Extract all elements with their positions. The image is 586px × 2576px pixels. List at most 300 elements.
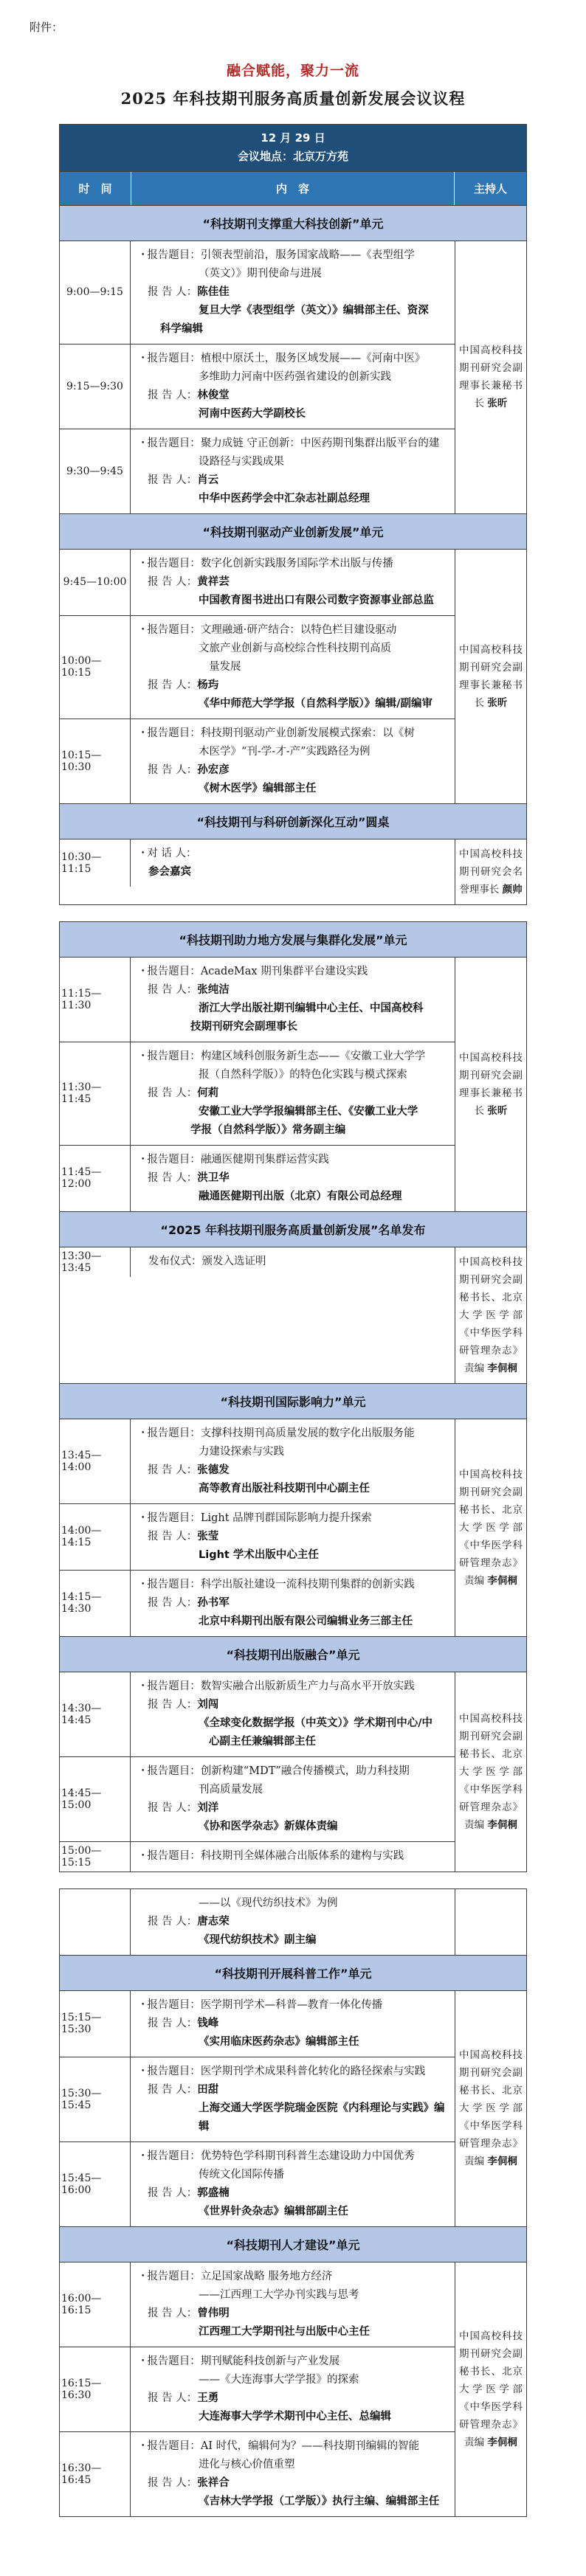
- agenda-row: [60, 241, 455, 344]
- line-label: 报告题目：: [147, 2355, 201, 2367]
- bullet-icon: •: [141, 2067, 145, 2075]
- agenda-row-group: [60, 1672, 526, 1872]
- content-cell: [131, 2347, 455, 2431]
- time-cell: 16:30—16:45: [60, 2432, 131, 2516]
- row-list: [60, 2262, 455, 2516]
- content-cell: [131, 1672, 455, 1756]
- report-line: [137, 2352, 450, 2371]
- line-label: 报 告 人：: [148, 1530, 198, 1543]
- section-banner: “科技期刊国际影响力”单元: [60, 1383, 526, 1419]
- moderator-text: [459, 845, 523, 899]
- bullet-icon: •: [141, 2357, 145, 2365]
- moderator-title: 中国高校科技期刊研究会副理事长兼秘书长: [459, 1051, 523, 1117]
- moderator-text: [459, 342, 523, 412]
- moderator-name: 李侗桐: [487, 1574, 517, 1587]
- moderator-title: 中国高校科技期刊研究会副理事长兼秘书长: [459, 344, 523, 409]
- content-cell: [131, 1504, 455, 1570]
- content-cell: [131, 241, 455, 344]
- line-text: 科技期刊全媒体融合出版体系的建构与实践: [200, 1849, 404, 1862]
- report-line: [137, 2493, 450, 2511]
- agenda-row: [60, 1991, 455, 2057]
- line-label: 报 告 人：: [148, 983, 198, 996]
- moderator-name: 颜帅: [502, 883, 523, 896]
- date-header: [60, 125, 526, 171]
- line-label: 报告题目：: [147, 352, 201, 364]
- line-text: 复旦大学《表型组学（英文）》编辑部主任、资深: [199, 304, 429, 316]
- time-cell: 11:15—11:30: [60, 958, 131, 1042]
- report-line: [137, 1103, 450, 1121]
- section-banner: “科技期刊出版融合”单元: [60, 1636, 526, 1672]
- moderator-name: 李侗桐: [487, 1818, 517, 1831]
- line-text: 安徽工业大学学报编辑部主任、《安徽工业大学: [199, 1105, 418, 1118]
- attachment-label: 附件：: [30, 21, 63, 34]
- bullet-icon: •: [141, 1514, 145, 1522]
- line-text: 引领表型前沿，服务国家战略——《表型组学: [200, 249, 415, 261]
- section-banner: “2025 年科技期刊服务高质量创新发展”名单发布: [60, 1211, 526, 1247]
- bullet-icon: •: [141, 1052, 145, 1060]
- agenda-row: [60, 1841, 455, 1872]
- report-line: [137, 2437, 450, 2456]
- line-text: 《现代纺织技术》副主编: [199, 1933, 317, 1946]
- agenda-row-group: [60, 550, 526, 803]
- content-cell: [131, 1571, 455, 1636]
- agenda-row: [60, 2262, 455, 2347]
- line-text: 医学期刊学术—科普—教育一体化传播: [200, 1998, 383, 2011]
- time-cell: 9:45—10:00: [60, 550, 131, 615]
- moderator-title: 中国高校科技期刊研究会副秘书长、北京大学医学部《中华医学科研管理杂志》责编: [459, 1468, 523, 1587]
- time-cell: 16:00—16:15: [60, 2262, 131, 2347]
- moderator-cell: [455, 1247, 526, 1383]
- section-banner: “科技期刊助力地方发展与集群化发展”单元: [60, 922, 526, 958]
- time-cell: 15:45—16:00: [60, 2142, 131, 2226]
- content-cell: [131, 2142, 455, 2226]
- report-line: [137, 2305, 450, 2323]
- agenda-row: [60, 1570, 455, 1636]
- line-text: 心副主任兼编辑部主任: [209, 1735, 316, 1748]
- report-line: [137, 1169, 450, 1188]
- report-line: [137, 2474, 450, 2493]
- report-line: [137, 1188, 450, 1206]
- content-cell: [131, 1419, 455, 1503]
- line-label: 报告题目：: [147, 437, 201, 449]
- report-line: [137, 283, 450, 302]
- content-cell: [131, 719, 455, 803]
- line-text: Light 学术出版中心主任: [199, 1548, 319, 1561]
- line-label: 报告题目：: [147, 727, 201, 739]
- report-line: [137, 1913, 450, 1931]
- report-line: [137, 1847, 450, 1866]
- line-text: 多维助力河南中医药强省建设的创新实践: [199, 370, 391, 383]
- line-label: 报告题目：: [147, 1765, 201, 1777]
- line-label: 报 告 人：: [148, 1801, 198, 1814]
- line-label: 报告题目：: [147, 1998, 201, 2011]
- line-label: 报告题目：: [147, 557, 201, 569]
- moderator-name: 李侗桐: [487, 2436, 517, 2448]
- moderator-text: [459, 1049, 523, 1120]
- report-line: [137, 1480, 450, 1498]
- moderator-title: 中国高校科技期刊研究会名誉理事长: [459, 848, 523, 896]
- row-list: [60, 839, 455, 904]
- moderator-title: 中国高校科技期刊研究会副理事长兼秘书长: [459, 643, 523, 709]
- line-label: 报告题目：: [147, 2270, 201, 2282]
- line-text: （英文）》期刊使命与进展: [199, 267, 322, 280]
- bullet-icon: •: [141, 1682, 145, 1690]
- row-list: [60, 1889, 455, 1955]
- line-text: 《华中师范大学学报（自然科学版）》编辑/副编审: [199, 697, 433, 710]
- report-line: [137, 2033, 450, 2052]
- agenda-tables-wrap: [59, 124, 527, 2517]
- line-text: ——以《现代纺织技术》为例: [199, 1897, 338, 1909]
- report-line: [137, 1546, 450, 1565]
- report-line: [137, 640, 450, 658]
- report-line: [137, 1613, 450, 1631]
- bullet-icon: •: [141, 354, 145, 362]
- line-text: AI 时代，编辑何为？——科技期刊编辑的智能: [200, 2440, 420, 2452]
- column-header-moderator: 主持人: [473, 181, 507, 195]
- line-text: 曾伟明: [197, 2307, 230, 2319]
- agenda-row: [60, 1503, 455, 1570]
- line-text: 进化与核心价值重塑: [199, 2458, 295, 2471]
- content-cell: [131, 1247, 455, 1277]
- agenda-row: [60, 550, 455, 615]
- report-line: [137, 1894, 450, 1913]
- agenda-row: [60, 1145, 455, 1211]
- moderator-name: 李侗桐: [487, 2156, 517, 2167]
- line-label: 报 告 人：: [148, 2392, 198, 2404]
- line-text: ——江西理工大学办刊实践与思考: [199, 2288, 359, 2301]
- report-line: [137, 471, 450, 490]
- line-text: 刊高质量发展: [199, 1783, 263, 1796]
- moderator-name: 李侗桐: [487, 1362, 517, 1374]
- line-text: 报（自然科学版）》的特色化实践与模式探索: [199, 1068, 407, 1081]
- report-line: [137, 2371, 450, 2389]
- time-cell: 11:30—11:45: [60, 1042, 131, 1145]
- section-banner: “科技期刊驱动产业创新发展”单元: [60, 513, 526, 550]
- line-label: 报 告 人：: [148, 2017, 198, 2029]
- section-banner: “科技期刊人才建设”单元: [60, 2226, 526, 2262]
- agenda-row: [60, 2142, 455, 2226]
- line-text: 文旅产业创新与高校综合性科技期刊高质: [199, 642, 391, 654]
- time-cell: 10:30—11:15: [60, 839, 131, 887]
- line-text: 学报（自然科学版）》常务副主编: [190, 1123, 346, 1136]
- line-text: 立足国家战略 服务地方经济: [200, 2270, 333, 2282]
- line-text: 木医学》“刊-学-才-产”实践路径为例: [199, 745, 370, 758]
- moderator-text: [459, 2046, 523, 2170]
- line-label: 报 告 人：: [148, 679, 198, 691]
- line-text: 《树木医学》编辑部主任: [199, 782, 317, 794]
- moderator-text: [459, 2327, 523, 2451]
- line-text: 《世界针灸杂志》编辑部副主任: [199, 2205, 348, 2217]
- line-text: 何莉: [197, 1087, 219, 1099]
- line-label: 报 告 人：: [148, 575, 198, 588]
- report-line: [137, 2286, 450, 2305]
- moderator-text: [459, 1710, 523, 1834]
- column-header-time: 时 间: [60, 172, 131, 205]
- report-line: [137, 2166, 450, 2184]
- moderator-text: [459, 641, 523, 712]
- report-line: [137, 743, 450, 761]
- line-label: 报告题目：: [147, 1578, 201, 1590]
- bullet-icon: •: [141, 2001, 145, 2009]
- report-line: [137, 1000, 450, 1018]
- report-line: [137, 1931, 450, 1950]
- content-cell: [131, 429, 455, 513]
- line-text: 技期刊研究会副理事长: [190, 1020, 297, 1033]
- agenda-row: [60, 719, 455, 803]
- line-label: 报告题目：: [147, 249, 201, 261]
- moderator-name: 张昕: [487, 696, 508, 709]
- agenda-row-group: [60, 241, 526, 513]
- line-text: 《实用临床医药杂志》编辑部主任: [199, 2035, 359, 2048]
- agenda-table-1: [59, 124, 527, 905]
- line-text: 陈佳佳: [197, 285, 230, 298]
- line-text: 设路径与实践成果: [199, 455, 284, 468]
- content-cell: [131, 1842, 455, 1872]
- line-label: 报 告 人：: [148, 474, 198, 486]
- line-label: 报告题目：: [147, 1680, 201, 1692]
- line-text: AcadeMax 期刊集群平台建设实践: [200, 965, 368, 977]
- moderator-cell: [455, 839, 526, 904]
- line-text: 科技期刊驱动产业创新发展模式探索：以《树: [200, 727, 415, 739]
- row-list: [60, 1247, 455, 1383]
- content-cell: [131, 616, 455, 719]
- time-cell: 14:00—14:15: [60, 1504, 131, 1570]
- report-line: [137, 1733, 450, 1751]
- row-list: [60, 241, 455, 513]
- report-line: [137, 1799, 450, 1818]
- moderator-cell: [455, 1672, 526, 1872]
- agenda-table-3: [59, 1888, 527, 2517]
- agenda-row: [60, 1042, 455, 1145]
- time-cell: 10:00—10:15: [60, 616, 131, 719]
- bullet-icon: •: [141, 626, 145, 634]
- report-line: [137, 1594, 450, 1613]
- agenda-row: [60, 344, 455, 429]
- line-label: 报 告 人：: [148, 1915, 198, 1928]
- line-text: 江西理工大学期刊社与出版中心主任: [199, 2325, 370, 2338]
- report-line: [137, 1048, 450, 1066]
- line-label: 报 告 人：: [148, 389, 198, 401]
- line-label: 报 告 人：: [148, 764, 198, 776]
- time-cell: 15:15—15:30: [60, 1991, 131, 2057]
- agenda-row: [60, 1672, 455, 1756]
- line-text: 文理融通·研产结合：以特色栏目建设驱动: [200, 623, 397, 636]
- report-line: [137, 2323, 450, 2341]
- row-list: [60, 958, 455, 1211]
- line-label: 报 告 人：: [148, 2083, 198, 2096]
- report-line: [137, 658, 450, 676]
- report-line: [137, 387, 450, 405]
- bullet-icon: •: [141, 729, 145, 737]
- line-text: 河南中医药大学副校长: [199, 407, 306, 420]
- line-text: 数智实融合出版新质生产力与高水平开放实践: [200, 1680, 415, 1692]
- line-text: 聚力成链 守正创新：中医药期刊集群出版平台的建: [200, 437, 440, 449]
- time-cell: 14:30—14:45: [60, 1672, 131, 1756]
- line-text: 张德发: [197, 1464, 230, 1476]
- line-text: 张莹: [197, 1530, 219, 1543]
- report-line: [137, 2063, 450, 2081]
- report-line: [137, 621, 450, 640]
- moderator-title: 中国高校科技期刊研究会副秘书长、北京大学医学部《中华医学科研管理杂志》责编: [459, 2049, 523, 2167]
- time-cell: 13:45—14:00: [60, 1419, 131, 1503]
- bullet-icon: •: [141, 2152, 145, 2160]
- line-text: 钱峰: [197, 2017, 219, 2029]
- agenda-row: [60, 2057, 455, 2142]
- agenda-row: [60, 2431, 455, 2516]
- content-cell: [131, 1146, 455, 1211]
- report-line: [137, 963, 450, 981]
- moderator-cell: [455, 1419, 526, 1636]
- content-cell: [131, 1889, 455, 1955]
- line-text: 肖云: [197, 474, 219, 486]
- agenda-row: [60, 429, 455, 513]
- line-text: 浙江大学出版社期刊编辑中心主任、中国高校科: [199, 1002, 424, 1014]
- content-cell: [131, 2057, 455, 2142]
- line-text: 上海交通大学医学院瑞金医院《内科理论与实践》编辑: [199, 2102, 445, 2133]
- line-text: Light 品牌刊群国际影响力提升探索: [200, 1512, 372, 1524]
- report-line: [137, 1818, 450, 1836]
- line-label: 报告题目：: [147, 1512, 201, 1524]
- line-text: 优势特色学科期刊科普生态建设助力中国优秀: [200, 2150, 415, 2162]
- bullet-icon: •: [141, 1155, 145, 1163]
- line-label: 报告题目：: [147, 2150, 201, 2162]
- section-banner: “科技期刊支撑重大科技创新”单元: [60, 205, 526, 241]
- line-text: 《全球变化数据学报（中英文）》学术期刊中心/中: [199, 1717, 433, 1729]
- time-cell: 13:30—13:45: [60, 1247, 131, 1277]
- report-line: [137, 320, 450, 339]
- report-line: [137, 724, 450, 743]
- line-label: 报告题目：: [147, 623, 201, 636]
- report-line: [137, 2203, 450, 2221]
- report-line: [137, 1443, 450, 1461]
- time-cell: 14:45—15:00: [60, 1757, 131, 1841]
- moderator-text: [459, 1253, 523, 1377]
- line-text: 中华中医药学会中汇杂志社副总经理: [199, 492, 370, 505]
- conference-title: 2025 年科技期刊服务高质量创新发展会议议程: [120, 89, 466, 108]
- time-cell: 15:00—15:15: [60, 1842, 131, 1872]
- time-cell: 10:15—10:30: [60, 719, 131, 803]
- content-cell: [131, 839, 455, 887]
- report-line: [137, 368, 450, 387]
- content-cell: [131, 550, 455, 615]
- conference-slogan: 融合赋能，聚力一流: [226, 63, 359, 79]
- agenda-row: [60, 1419, 455, 1503]
- line-label: 报 告 人：: [148, 1464, 198, 1476]
- line-text: 融通医健期刊出版（北京）有限公司总经理: [199, 1190, 402, 1202]
- agenda-table-2: [59, 921, 527, 1872]
- report-line: [137, 2268, 450, 2286]
- line-text: 参会嘉宾: [148, 865, 191, 878]
- time-cell: 11:45—12:00: [60, 1146, 131, 1211]
- moderator-title: 中国高校科技期刊研究会副秘书长、北京大学医学部《中华医学科研管理杂志》责编: [459, 1256, 523, 1374]
- agenda-row: [60, 1889, 455, 1955]
- bullet-icon: •: [141, 1580, 145, 1588]
- line-text: 张祥合: [197, 2476, 230, 2489]
- report-line: [137, 246, 450, 265]
- agenda-row-group: [60, 1419, 526, 1636]
- report-line: [137, 1018, 450, 1036]
- line-label: 报 告 人：: [148, 1171, 198, 1184]
- report-line: [137, 2456, 450, 2474]
- time-cell: 9:30—9:45: [60, 429, 131, 513]
- report-line: [137, 1121, 450, 1140]
- moderator-title: 中国高校科技期刊研究会副秘书长、北京大学医学部《中华医学科研管理杂志》责编: [459, 2330, 523, 2448]
- report-line: [137, 592, 450, 610]
- row-list: [60, 1419, 455, 1636]
- report-line: [137, 2389, 450, 2408]
- line-text: 黄祥芸: [197, 575, 230, 588]
- time-cell: 16:15—16:30: [60, 2347, 131, 2431]
- report-line: [137, 1084, 450, 1103]
- line-label: 报 告 人：: [148, 1596, 198, 1609]
- content-cell: [131, 2262, 455, 2347]
- agenda-row: [60, 839, 455, 887]
- report-line: [137, 676, 450, 695]
- line-text: 力建设探索与实践: [199, 1445, 284, 1458]
- report-line: [137, 2099, 450, 2136]
- agenda-row: [60, 958, 455, 1042]
- bullet-icon: •: [141, 2272, 145, 2280]
- report-line: [137, 302, 450, 320]
- line-label: 报告题目：: [147, 2065, 201, 2077]
- report-line: [137, 350, 450, 368]
- content-cell: [131, 958, 455, 1042]
- section-banner: “科技期刊与科研创新深化互动”圆桌: [60, 803, 526, 839]
- report-line: [137, 1461, 450, 1480]
- line-text: 张纯洁: [197, 983, 230, 996]
- line-label: 报告题目：: [147, 2440, 201, 2452]
- date-line: 12 月 29 日: [261, 131, 325, 145]
- column-header: [60, 171, 526, 205]
- line-text: 传统文化国际传播: [199, 2168, 284, 2181]
- time-cell: 14:15—14:30: [60, 1571, 131, 1636]
- line-text: 植根中原沃土，服务区域发展——《河南中医》: [200, 352, 426, 364]
- line-label: 报告题目：: [147, 1153, 201, 1166]
- line-label: 报 告 人：: [148, 1698, 198, 1711]
- line-text: 孙书军: [197, 1596, 230, 1609]
- moderator-cell: [455, 241, 526, 513]
- moderator-name: 张昕: [487, 398, 508, 409]
- report-line: [137, 780, 450, 798]
- agenda-row-group: [60, 1889, 526, 1955]
- bullet-icon: •: [141, 1767, 145, 1775]
- line-text: 期刊赋能科技创新与产业发展: [200, 2355, 340, 2367]
- time-cell: [60, 1889, 131, 1955]
- report-line: [137, 2015, 450, 2033]
- report-line: [137, 695, 450, 713]
- moderator-cell: [455, 1991, 526, 2226]
- content-cell: [131, 1757, 455, 1841]
- line-label: 报告题目：: [147, 1849, 201, 1862]
- line-text: 北京中科期刊出版有限公司编辑业务三部主任: [199, 1615, 413, 1627]
- line-text: 量发展: [209, 660, 241, 673]
- time-cell: 9:15—9:30: [60, 344, 131, 429]
- line-text: 科学出版社建设一流科技期刊集群的创新实践: [200, 1578, 415, 1590]
- agenda-row-group: [60, 958, 526, 1211]
- moderator-cell: [455, 2262, 526, 2516]
- line-text: 颁发入选证明: [201, 1255, 266, 1267]
- agenda-row-group: [60, 2262, 526, 2516]
- report-line: [137, 863, 450, 882]
- line-label: 报告题目：: [147, 965, 201, 977]
- line-text: 融通医健期刊集群运营实践: [200, 1153, 329, 1166]
- agenda-row-group: [60, 1991, 526, 2226]
- moderator-cell: [455, 550, 526, 803]
- report-line: [137, 555, 450, 573]
- time-cell: 9:00—9:15: [60, 241, 131, 344]
- line-text: 刘洋: [197, 1801, 219, 1814]
- bullet-icon: •: [141, 559, 145, 567]
